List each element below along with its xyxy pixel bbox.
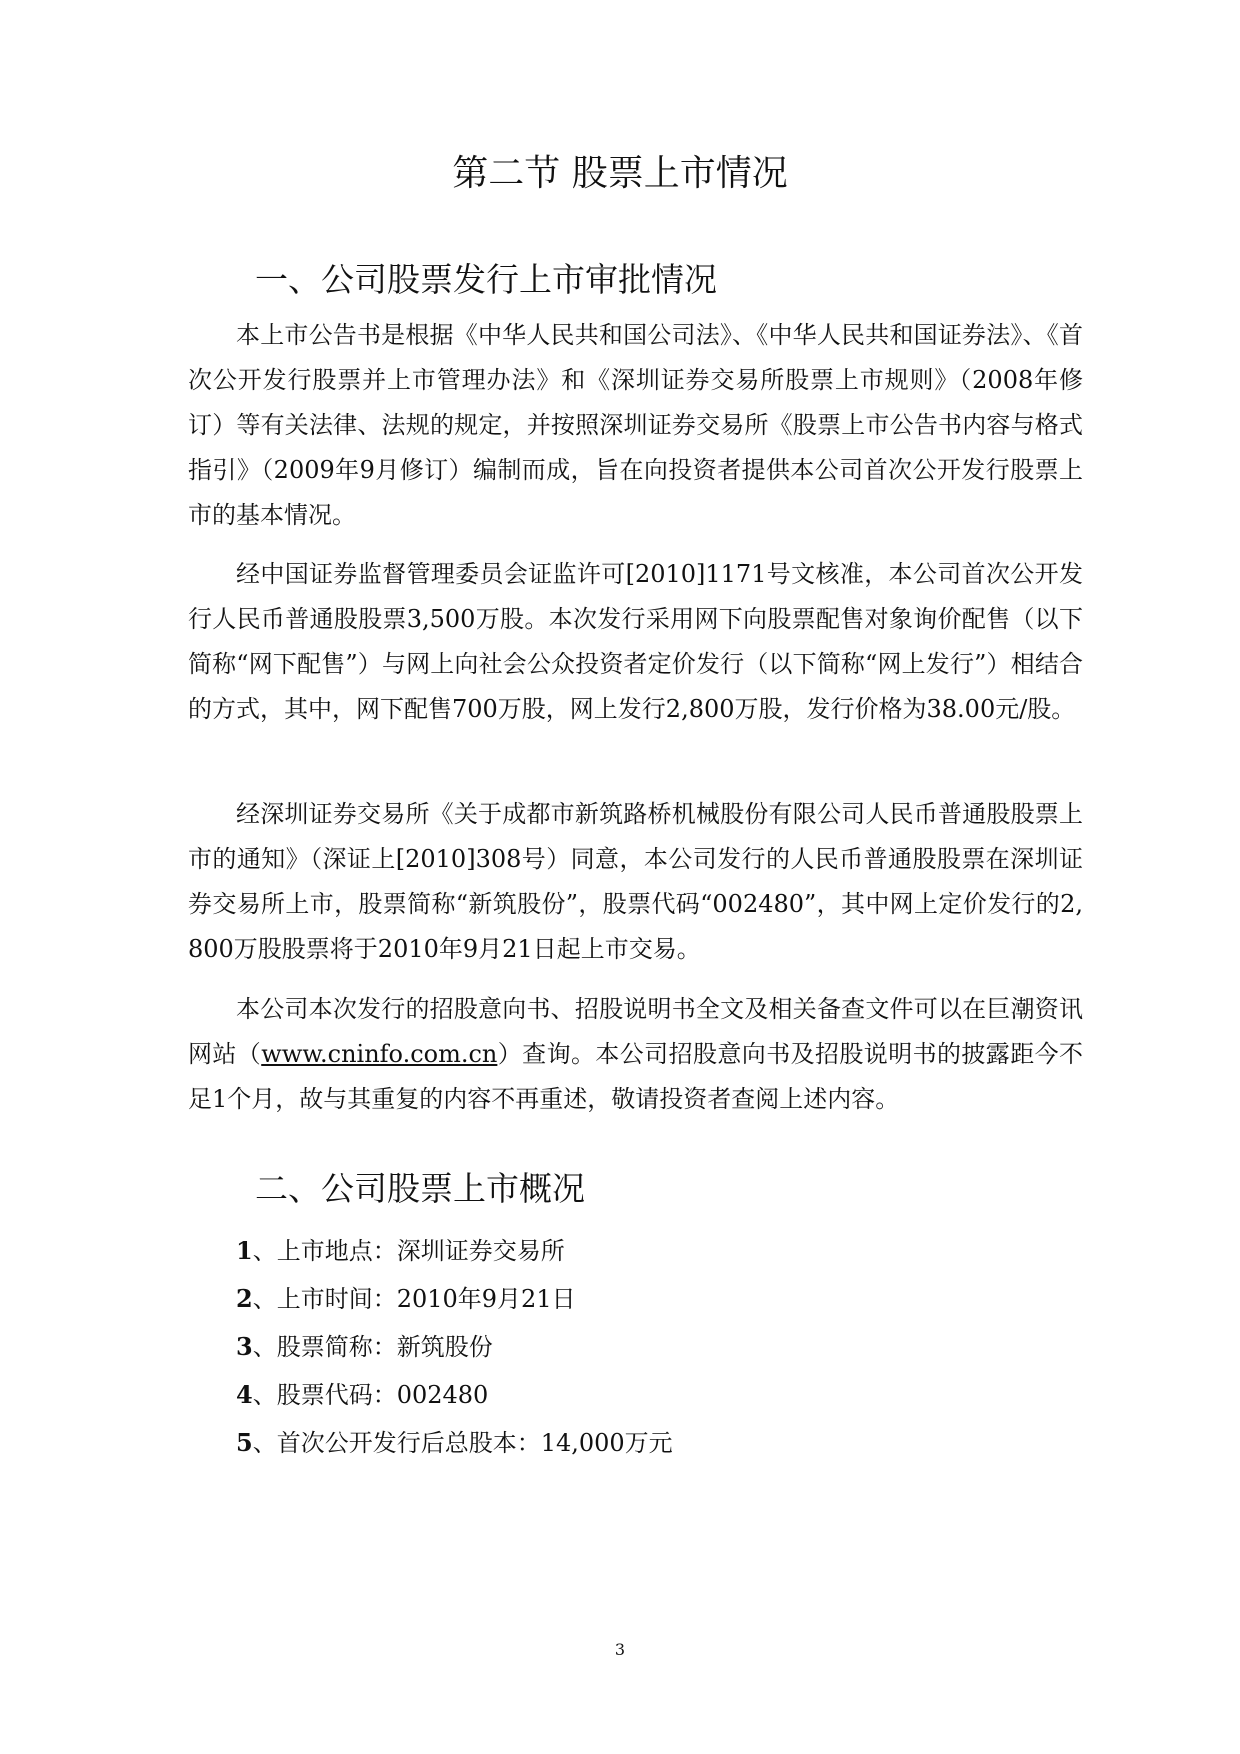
list-item-number: 5 <box>236 1428 253 1457</box>
paragraph-issuance-approval: 经中国证券监督管理委员会证监许可[2010]1171号文核准，本公司首次公开发行人民币普通股股票3,500万股。本次发行采用网下向股票配售对象询价配售（以下简称“网下配售”）与网上向社会公众投资者定价发行（以下简称“网上发行”）相结合的方式，其中，网下配售700万股，网上发行2,800万股，发行价格为38.00元/股。 <box>188 560 1083 723</box>
list-item-number: 4 <box>236 1380 253 1409</box>
list-item-text: 、股票代码：002480 <box>252 1381 489 1409</box>
prospectus-text-after: ）查询。本公司招股意向书及招股说明书的披露距今不足1个月，故与其重复的内容不再重述，敬请投资者查阅上述内容。 <box>188 1040 1084 1113</box>
list-item-text: 、上市地点：深圳证券交易所 <box>252 1237 565 1265</box>
listing-overview-list <box>236 1227 673 1467</box>
cninfo-link[interactable]: www.cninfo.com.cn <box>261 1040 498 1068</box>
list-item <box>236 1227 673 1275</box>
list-item-text: 、首次公开发行后总股本：14,000万元 <box>252 1429 673 1457</box>
list-item-number: 3 <box>236 1332 253 1361</box>
section-heading-overview: 二、公司股票上市概况 <box>255 1169 585 1208</box>
page-number: 3 <box>614 1640 626 1659</box>
page-title: 第二节 股票上市情况 <box>452 153 788 194</box>
list-item <box>236 1275 673 1323</box>
paragraph-listing-approval: 经深圳证券交易所《关于成都市新筑路桥机械股份有限公司人民币普通股股票上市的通知》（深证上[2010]308号）同意，本公司发行的人民币普通股股票在深圳证券交易所上市，股票简称“新筑股份”，股票代码“002480”，其中网上定价发行的2,800万股股票将于2010年9月21日起上市交易。 <box>188 800 1083 963</box>
prospectus-text-before: 本公司本次发行的招股意向书、招股说明书全文及相关备查文件可以在巨潮资讯网站（ <box>188 995 1083 1068</box>
list-item-number: 1 <box>236 1236 253 1265</box>
section-heading-approval: 一、公司股票发行上市审批情况 <box>255 260 717 299</box>
list-item <box>236 1371 673 1419</box>
list-item-text: 、上市时间：2010年9月21日 <box>252 1285 576 1313</box>
paragraph-legal-basis: 本上市公告书是根据《中华人民共和国公司法》、《中华人民共和国证券法》、《首次公开发行股票并上市管理办法》和《深圳证券交易所股票上市规则》（2008年修订）等有关法律、法规的规定，并按照深圳证券交易所《股票上市公告书内容与格式指引》（2009年9月修订）编制而成，旨在向投资者提供本公司首次公开发行股票上市的基本情况。 <box>188 321 1083 529</box>
list-item <box>236 1323 673 1371</box>
paragraph-prospectus-reference <box>188 987 1083 1122</box>
list-item <box>236 1419 673 1467</box>
list-item-text: 、股票简称：新筑股份 <box>252 1333 493 1361</box>
list-item-number: 2 <box>236 1284 253 1313</box>
